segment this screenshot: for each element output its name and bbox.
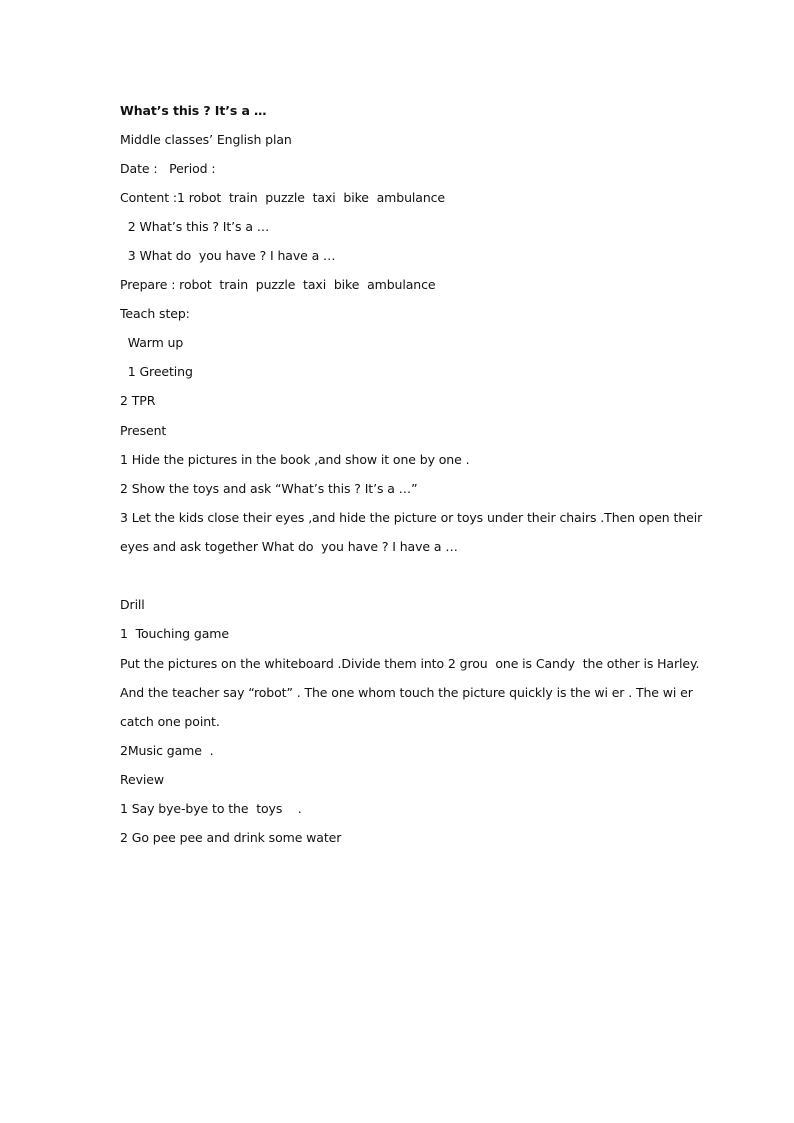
drill-item-1-desc-line-3: catch one point. bbox=[120, 714, 220, 729]
present-item-3-line-1: 3 Let the kids close their eyes ,and hide the picture or toys under their chairs .Then open their bbox=[120, 510, 703, 525]
drill-item-1: 1 Touching game bbox=[120, 626, 229, 641]
review-item-1: 1 Say bye-bye to the toys . bbox=[120, 801, 302, 816]
review-heading: Review bbox=[120, 772, 164, 787]
review-item-2: 2 Go pee pee and drink some water bbox=[120, 830, 342, 845]
prepare-line: Prepare : robot train puzzle taxi bike ambulance bbox=[120, 277, 436, 292]
document-subtitle: Middle classes’ English plan bbox=[120, 132, 292, 147]
content-line-3: 3 What do you have ? I have a … bbox=[120, 248, 336, 263]
warm-up-item-1: 1 Greeting bbox=[120, 364, 193, 379]
teach-step-heading: Teach step: bbox=[120, 306, 190, 321]
present-heading: Present bbox=[120, 423, 167, 438]
warm-up-heading: Warm up bbox=[120, 335, 184, 350]
drill-item-1-desc-line-2: And the teacher say “robot” . The one whom touch the picture quickly is the wi er . The wi er bbox=[120, 685, 693, 700]
present-item-2: 2 Show the toys and ask “What’s this ? It’s a …” bbox=[120, 481, 418, 496]
drill-heading: Drill bbox=[120, 597, 145, 612]
warm-up-item-2: 2 TPR bbox=[120, 393, 156, 408]
present-item-1: 1 Hide the pictures in the book ,and show it one by one . bbox=[120, 452, 470, 467]
present-item-3-line-2: eyes and ask together What do you have ? I have a … bbox=[120, 539, 458, 554]
content-line-2: 2 What’s this ? It’s a … bbox=[120, 219, 270, 234]
date-period-line: Date : Period : bbox=[120, 161, 216, 176]
document-title: What’s this ? It’s a … bbox=[120, 103, 267, 118]
drill-item-2: 2Music game . bbox=[120, 743, 214, 758]
drill-item-1-desc-line-1: Put the pictures on the whiteboard .Divide them into 2 grou one is Candy the other is Harley. bbox=[120, 656, 700, 671]
content-line-1: Content :1 robot train puzzle taxi bike ambulance bbox=[120, 190, 446, 205]
